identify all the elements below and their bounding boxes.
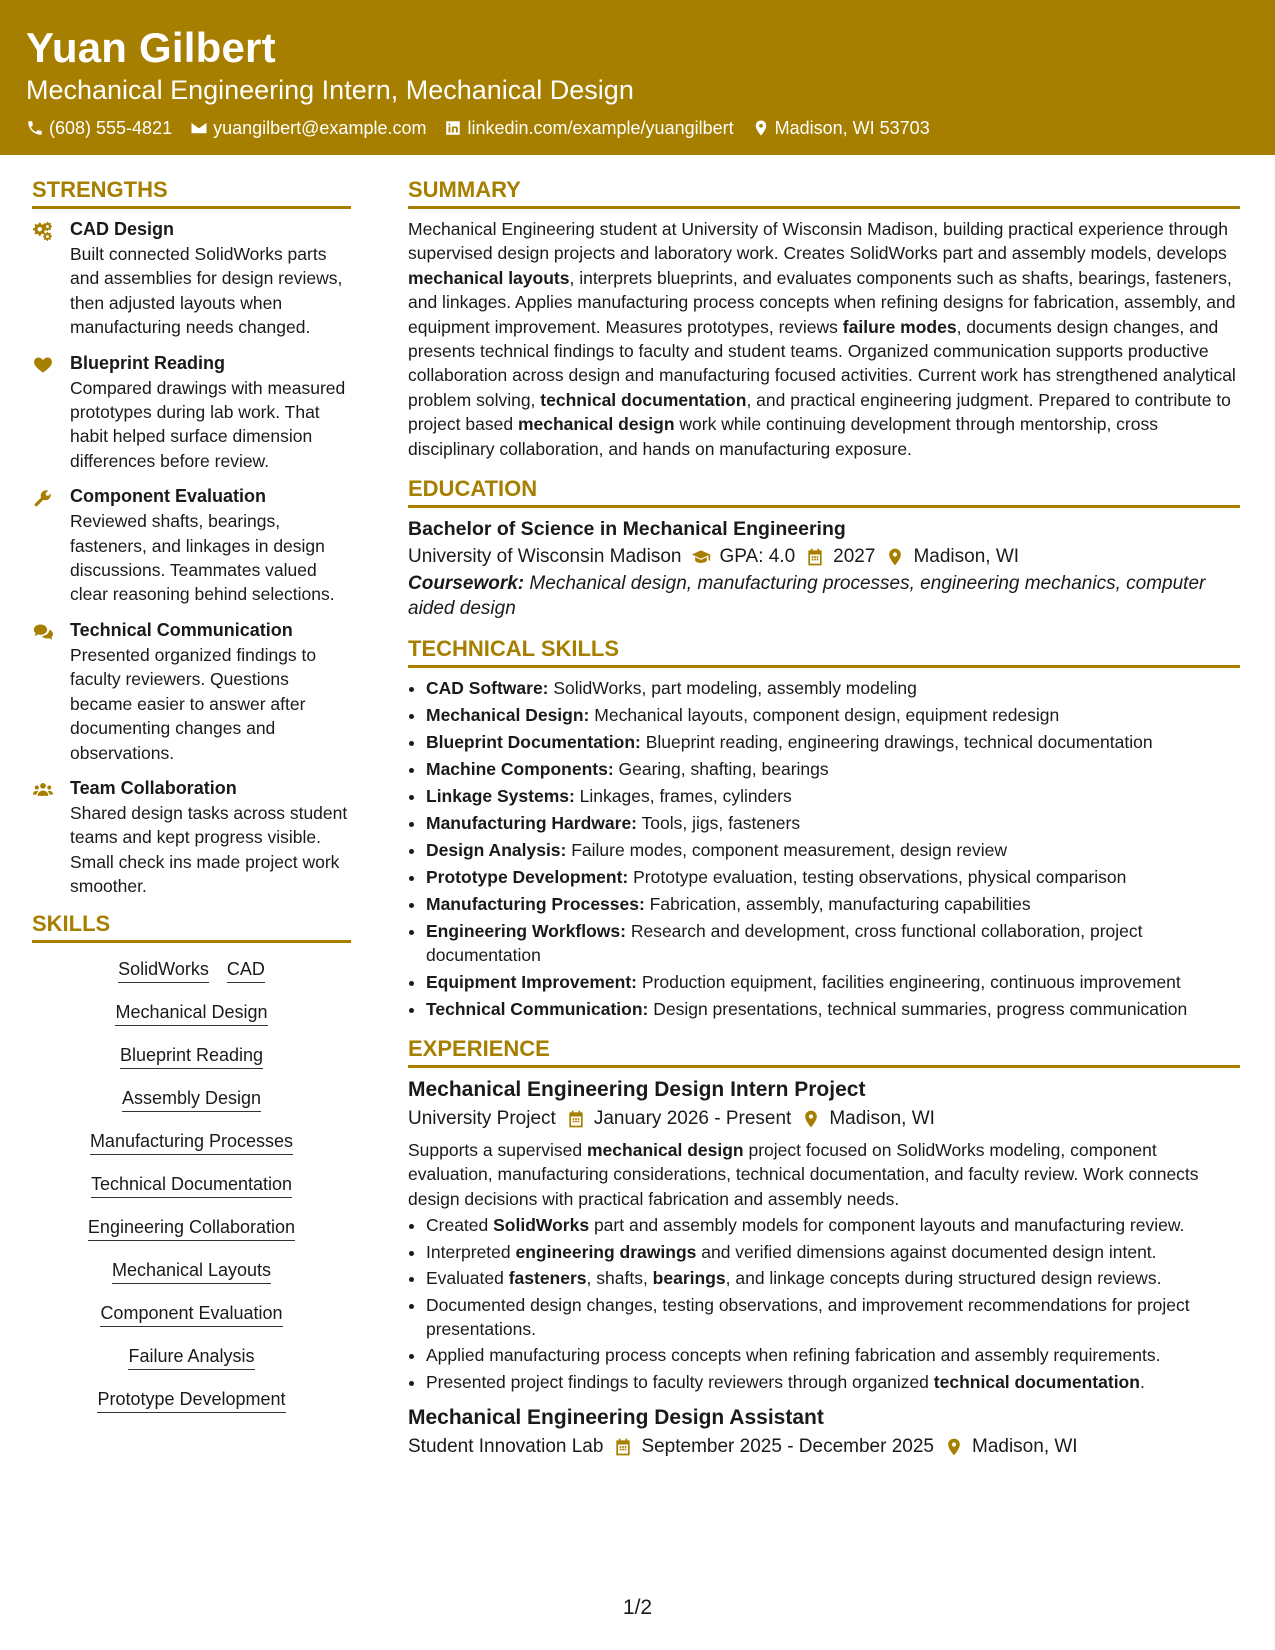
skill-row bbox=[32, 1129, 351, 1155]
right-column bbox=[408, 176, 1240, 1462]
technical-skill-item bbox=[426, 919, 1240, 967]
location-text: Madison, WI 53703 bbox=[774, 118, 930, 138]
skill-row bbox=[32, 957, 351, 983]
experience-list bbox=[408, 1076, 1240, 1462]
technical-skill-value: Gearing, shafting, bearings bbox=[613, 759, 829, 780]
education-coursework bbox=[408, 572, 1240, 621]
text-run: Evaluated bbox=[426, 1268, 509, 1289]
text-run: Documented design changes, testing observations, and improvement recommendations for project presentations. bbox=[426, 1294, 1190, 1339]
technical-skill-item bbox=[426, 970, 1240, 994]
job-bullet bbox=[426, 1213, 1240, 1237]
technical-skill-label: Blueprint Documentation: bbox=[426, 732, 641, 753]
technical-skill-value: Design presentations, technical summaries, progress communication bbox=[648, 999, 1188, 1020]
bold-text: SolidWorks bbox=[493, 1215, 590, 1236]
phone-text[interactable]: (608) 555-4821 bbox=[49, 118, 173, 138]
strengths-heading: STRENGTHS bbox=[32, 176, 351, 209]
strength-icon-wrap bbox=[32, 618, 70, 765]
contact-location bbox=[752, 115, 930, 141]
job-bullet bbox=[426, 1343, 1240, 1367]
bold-text: technical documentation bbox=[933, 1371, 1140, 1392]
job-description bbox=[408, 1138, 1240, 1211]
technical-skill-label: Machine Components: bbox=[426, 759, 614, 780]
strength-title: Blueprint Reading bbox=[70, 352, 226, 373]
skill-tag: Mechanical Design bbox=[115, 1000, 267, 1026]
skill-tag: Failure Analysis bbox=[128, 1344, 254, 1370]
left-column bbox=[32, 176, 351, 1430]
education-heading: EDUCATION bbox=[408, 475, 1240, 508]
bold-text: bearings bbox=[652, 1268, 726, 1289]
summary-text bbox=[408, 217, 1240, 461]
calendar-icon bbox=[613, 1437, 633, 1457]
skill-row bbox=[32, 1000, 351, 1026]
strength-description: Reviewed shafts, bearings, fasteners, and linkages in design discussions. Teammates valued clear reasoning behind selections. bbox=[70, 511, 335, 605]
bold-text: mechanical design bbox=[517, 414, 675, 435]
bold-text: fasteners bbox=[508, 1268, 587, 1289]
technical-skill-value: Failure modes, component measurement, design review bbox=[566, 840, 1008, 861]
skill-tag: Prototype Development bbox=[97, 1387, 285, 1413]
bold-text: failure modes bbox=[842, 316, 957, 337]
linkedin-icon bbox=[444, 119, 462, 137]
skill-tag: Technical Documentation bbox=[91, 1172, 292, 1198]
skill-tag: Engineering Collaboration bbox=[88, 1215, 295, 1241]
skill-tag: Manufacturing Processes bbox=[90, 1129, 293, 1155]
map-pin-icon bbox=[801, 1109, 821, 1129]
technical-skill-label: Linkage Systems: bbox=[426, 786, 575, 807]
skill-tag: Mechanical Layouts bbox=[112, 1258, 271, 1284]
text-run: Created bbox=[426, 1215, 494, 1236]
text-run: project focused on SolidWorks modeling, component evaluation, manufacturing considerations, technical documentation, and faculty review. Work connects design decisions with practical fabrication and assembly needs. bbox=[408, 1140, 1199, 1209]
text-run: , documents design changes, and presents technical findings to faculty and student teams. Organized communication supports productive collaboration across design and manufacturing focused activities. Current work has strengthened analytical problem solving, bbox=[408, 316, 1236, 410]
technical-skill-value: Mechanical layouts, component design, equipment redesign bbox=[589, 705, 1060, 726]
contact-email bbox=[190, 115, 426, 141]
strength-item bbox=[32, 618, 351, 765]
envelope-icon bbox=[190, 119, 208, 137]
education-degree: Bachelor of Science in Mechanical Engineering bbox=[408, 518, 846, 541]
technical-skill-value: Blueprint reading, engineering drawings, technical documentation bbox=[640, 732, 1153, 753]
skill-row bbox=[32, 1215, 351, 1241]
text-run: Supports a supervised bbox=[408, 1140, 587, 1161]
strength-body bbox=[70, 484, 351, 607]
bold-text: technical documentation bbox=[540, 389, 747, 410]
technical-skill-value: Prototype evaluation, testing observations, physical comparison bbox=[628, 867, 1127, 888]
education-school: University of Wisconsin Madison bbox=[408, 546, 682, 568]
skill-row bbox=[32, 1258, 351, 1284]
summary-heading: SUMMARY bbox=[408, 176, 1240, 209]
map-pin-icon bbox=[885, 547, 905, 567]
technical-skill-label: Mechanical Design: bbox=[426, 705, 590, 726]
technical-skill-label: Technical Communication: bbox=[426, 999, 649, 1020]
strength-body bbox=[70, 351, 351, 474]
technical-skill-item bbox=[426, 757, 1240, 781]
strength-description: Presented organized findings to faculty reviewers. Questions became easier to answer after documenting changes and observations. bbox=[70, 644, 317, 763]
heart-icon bbox=[32, 355, 54, 375]
job-organization: University Project bbox=[408, 1108, 556, 1130]
text-run: , and linkage concepts during structured design reviews. bbox=[725, 1268, 1162, 1289]
strength-item bbox=[32, 484, 351, 607]
skills-list bbox=[32, 951, 351, 1413]
technical-skill-item bbox=[426, 703, 1240, 727]
technical-skill-item bbox=[426, 865, 1240, 889]
text-run: , shafts, bbox=[586, 1268, 653, 1289]
technical-skill-value: Fabrication, assembly, manufacturing capabilities bbox=[644, 894, 1031, 915]
contact-linkedin bbox=[444, 115, 733, 141]
job-bullet bbox=[426, 1240, 1240, 1264]
text-run: work while continuing development through mentorship, cross disciplinary collaboration, and hands on manufacturing exposure. bbox=[408, 414, 1158, 459]
text-run: , and practical engineering judgment. Prepared to contribute to project based bbox=[408, 389, 1231, 435]
technical-skill-value: Research and development, cross functional collaboration, project documentation bbox=[426, 921, 1143, 966]
job-organization: Student Innovation Lab bbox=[408, 1436, 604, 1458]
technical-skill-item bbox=[426, 784, 1240, 808]
technical-skill-label: Design Analysis: bbox=[426, 840, 567, 861]
bold-text: engineering drawings bbox=[515, 1241, 697, 1262]
technical-skill-item bbox=[426, 811, 1240, 835]
technical-skill-value: Linkages, frames, cylinders bbox=[574, 786, 792, 807]
strength-icon-wrap bbox=[32, 217, 70, 340]
text-run: Presented project findings to faculty reviewers through organized bbox=[426, 1371, 934, 1392]
strength-title: Component Evaluation bbox=[70, 486, 267, 507]
job-bullet bbox=[426, 1266, 1240, 1290]
technical-skill-label: Engineering Workflows: bbox=[426, 921, 626, 942]
strength-icon-wrap bbox=[32, 351, 70, 474]
education-year: 2027 bbox=[833, 546, 876, 568]
experience-heading: EXPERIENCE bbox=[408, 1035, 1240, 1068]
strength-icon-wrap bbox=[32, 776, 70, 899]
skill-row bbox=[32, 1172, 351, 1198]
strength-title: CAD Design bbox=[70, 219, 175, 239]
technical-skill-item bbox=[426, 676, 1240, 700]
strength-title: Team Collaboration bbox=[70, 777, 237, 798]
technical-skills-list bbox=[408, 676, 1240, 1021]
strength-description: Built connected SolidWorks parts and assemblies for design reviews, then adjusted layouts when manufacturing needs changed. bbox=[70, 244, 343, 338]
text-run: Mechanical Engineering student at University of Wisconsin Madison, building practical experience through supervised design projects and laboratory work. Creates SolidWorks part and assembly models, develops bbox=[408, 219, 1229, 264]
technical-skill-label: CAD Software: bbox=[426, 678, 549, 699]
skill-row bbox=[32, 1387, 351, 1413]
technical-skill-value: Tools, jigs, fasteners bbox=[637, 813, 801, 834]
text-run: , interprets blueprints, and evaluates components such as shafts, bearings, fasteners, and linkages. Applies manufacturing process concepts when refining designs for fabrication, assembly, and equipment improvement. Measures prototypes, reviews bbox=[408, 267, 1236, 337]
technical-skill-item bbox=[426, 838, 1240, 862]
candidate-name: Yuan Gilbert bbox=[26, 24, 276, 71]
experience-entry bbox=[408, 1076, 1240, 1394]
chat-icon bbox=[32, 622, 54, 642]
text-run: part and assembly models for component layouts and manufacturing review. bbox=[589, 1215, 1185, 1236]
strength-body bbox=[70, 618, 351, 765]
education-location: Madison, WI bbox=[913, 546, 1020, 568]
job-location: Madison, WI bbox=[829, 1108, 935, 1130]
calendar-icon bbox=[566, 1109, 586, 1129]
skills-heading: SKILLS bbox=[32, 910, 351, 943]
candidate-title: Mechanical Engineering Intern, Mechanical Design bbox=[26, 75, 634, 105]
map-pin-icon bbox=[944, 1437, 964, 1457]
strength-icon-wrap bbox=[32, 484, 70, 607]
map-pin-icon bbox=[752, 119, 770, 137]
technical-skill-value: SolidWorks, part modeling, assembly modeling bbox=[548, 678, 917, 699]
strength-body bbox=[70, 217, 351, 340]
technical-skill-label: Equipment Improvement: bbox=[426, 972, 637, 993]
skill-tag: Component Evaluation bbox=[100, 1301, 282, 1327]
job-bullet bbox=[426, 1370, 1240, 1394]
strengths-list bbox=[32, 217, 351, 899]
email-link[interactable]: yuangilbert@example.com bbox=[213, 118, 427, 138]
bold-text: mechanical design bbox=[587, 1140, 744, 1161]
education-meta bbox=[408, 542, 1240, 572]
skill-tag: CAD bbox=[227, 957, 265, 983]
technical-skill-item bbox=[426, 730, 1240, 754]
strength-description: Shared design tasks across student teams and kept progress visible. Small check ins made project work smoother. bbox=[70, 802, 348, 897]
technical-skills-heading: TECHNICAL SKILLS bbox=[408, 635, 1240, 668]
skill-tag: SolidWorks bbox=[118, 957, 209, 983]
page-number: 1/2 bbox=[622, 1596, 653, 1619]
text-run: Applied manufacturing process concepts when refining fabrication and assembly requirements. bbox=[426, 1345, 1161, 1366]
text-run: and verified dimensions against documented design intent. bbox=[696, 1241, 1157, 1262]
technical-skill-item bbox=[426, 892, 1240, 916]
technical-skill-value: Production equipment, facilities engineering, continuous improvement bbox=[637, 972, 1181, 993]
skill-row bbox=[32, 1043, 351, 1069]
skill-tag: Assembly Design bbox=[122, 1086, 261, 1112]
strength-body bbox=[70, 776, 351, 899]
job-title: Mechanical Engineering Design Assistant bbox=[408, 1406, 824, 1430]
job-location: Madison, WI bbox=[972, 1436, 1078, 1458]
coursework-text: Mechanical design, manufacturing processes, engineering mechanics, computer aided design bbox=[408, 573, 1206, 619]
strength-item bbox=[32, 351, 351, 474]
text-run: . bbox=[1139, 1371, 1145, 1392]
contact-phone bbox=[26, 115, 172, 141]
linkedin-link[interactable]: linkedin.com/example/yuangilbert bbox=[467, 118, 734, 138]
job-bullet bbox=[426, 1293, 1240, 1342]
strength-description: Compared drawings with measured prototypes during lab work. That habit helped surface dimension differences before review. bbox=[70, 377, 346, 471]
skill-row bbox=[32, 1301, 351, 1327]
experience-entry bbox=[408, 1404, 1240, 1462]
phone-icon bbox=[26, 119, 44, 137]
technical-skill-item bbox=[426, 997, 1240, 1021]
gears-icon bbox=[32, 221, 54, 241]
education-gpa: GPA: 4.0 bbox=[719, 546, 796, 568]
skill-row bbox=[32, 1086, 351, 1112]
strength-item bbox=[32, 776, 351, 899]
job-bullets bbox=[408, 1213, 1240, 1394]
graduation-cap-icon bbox=[691, 547, 711, 567]
skill-tag: Blueprint Reading bbox=[120, 1043, 263, 1069]
job-dates: September 2025 - December 2025 bbox=[641, 1436, 934, 1458]
technical-skill-label: Prototype Development: bbox=[426, 867, 629, 888]
resume-header bbox=[0, 0, 1275, 155]
job-dates: January 2026 - Present bbox=[593, 1108, 792, 1130]
skill-row bbox=[32, 1344, 351, 1370]
technical-skill-label: Manufacturing Hardware: bbox=[426, 813, 637, 834]
strength-item bbox=[32, 217, 351, 340]
technical-skill-label: Manufacturing Processes: bbox=[426, 894, 645, 915]
job-title: Mechanical Engineering Design Intern Project bbox=[408, 1078, 866, 1102]
job-meta bbox=[408, 1104, 1240, 1134]
users-icon bbox=[32, 780, 54, 800]
text-run: Interpreted bbox=[426, 1241, 516, 1262]
contact-bar bbox=[26, 115, 930, 141]
calendar-icon bbox=[805, 547, 825, 567]
wrench-icon bbox=[32, 488, 54, 508]
job-meta bbox=[408, 1432, 1240, 1462]
coursework-label: Coursework: bbox=[408, 573, 525, 595]
bold-text: mechanical layouts bbox=[408, 267, 570, 288]
strength-title: Technical Communication bbox=[70, 619, 293, 640]
